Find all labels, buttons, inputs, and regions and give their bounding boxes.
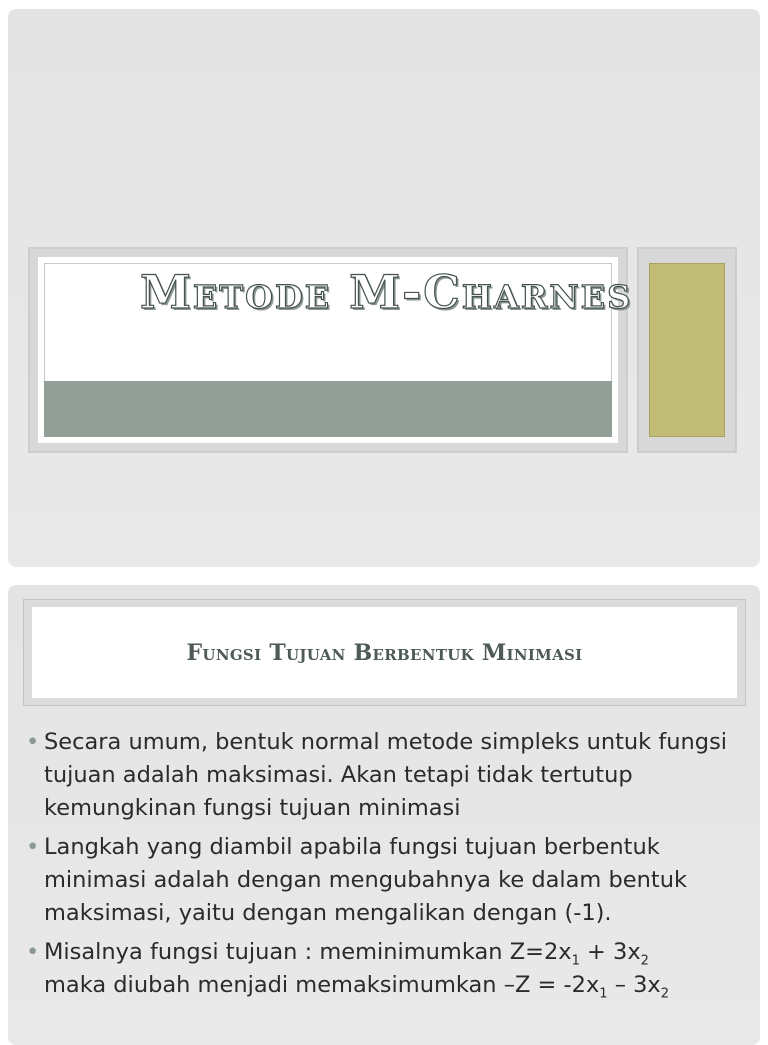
subscript: 2 [640, 953, 649, 969]
bullet-text: Misalnya fungsi tujuan : meminimumkan Z=2x [44, 939, 572, 965]
slide-heading: Fungsi Tujuan Berbentuk Minimasi [186, 639, 583, 666]
subscript: 1 [571, 953, 580, 969]
bullet-item: • Langkah yang diambil apabila fungsi tujuan berbentuk minimasi adalah dengan mengubahnya ke dalam bentuk maksimasi, yaitu dengan mengalikan dengan (-1). [24, 831, 744, 930]
bullet-item [24, 936, 744, 1002]
bullet-text: maka diubah menjadi memaksimumkan –Z = -2x [44, 972, 600, 998]
content-slide [8, 585, 760, 1045]
title-slide [8, 9, 760, 567]
heading-inner-panel [32, 607, 737, 698]
heading-frame [23, 599, 746, 706]
bullet-list [24, 726, 744, 1008]
bullet-text: – 3x [607, 972, 661, 998]
bullet-item: • Secara umum, bentuk normal metode simpleks untuk fungsi tujuan adalah maksimasi. Akan tetapi tidak tertutup kemungkinan fungsi tujuan minimasi [24, 726, 744, 825]
title-accent-band [44, 381, 612, 437]
bullet-text: + 3x [579, 939, 641, 965]
subscript: 1 [599, 986, 608, 1002]
slide-title: Metode M-Charnes [140, 265, 633, 319]
subscript: 2 [660, 986, 670, 1002]
